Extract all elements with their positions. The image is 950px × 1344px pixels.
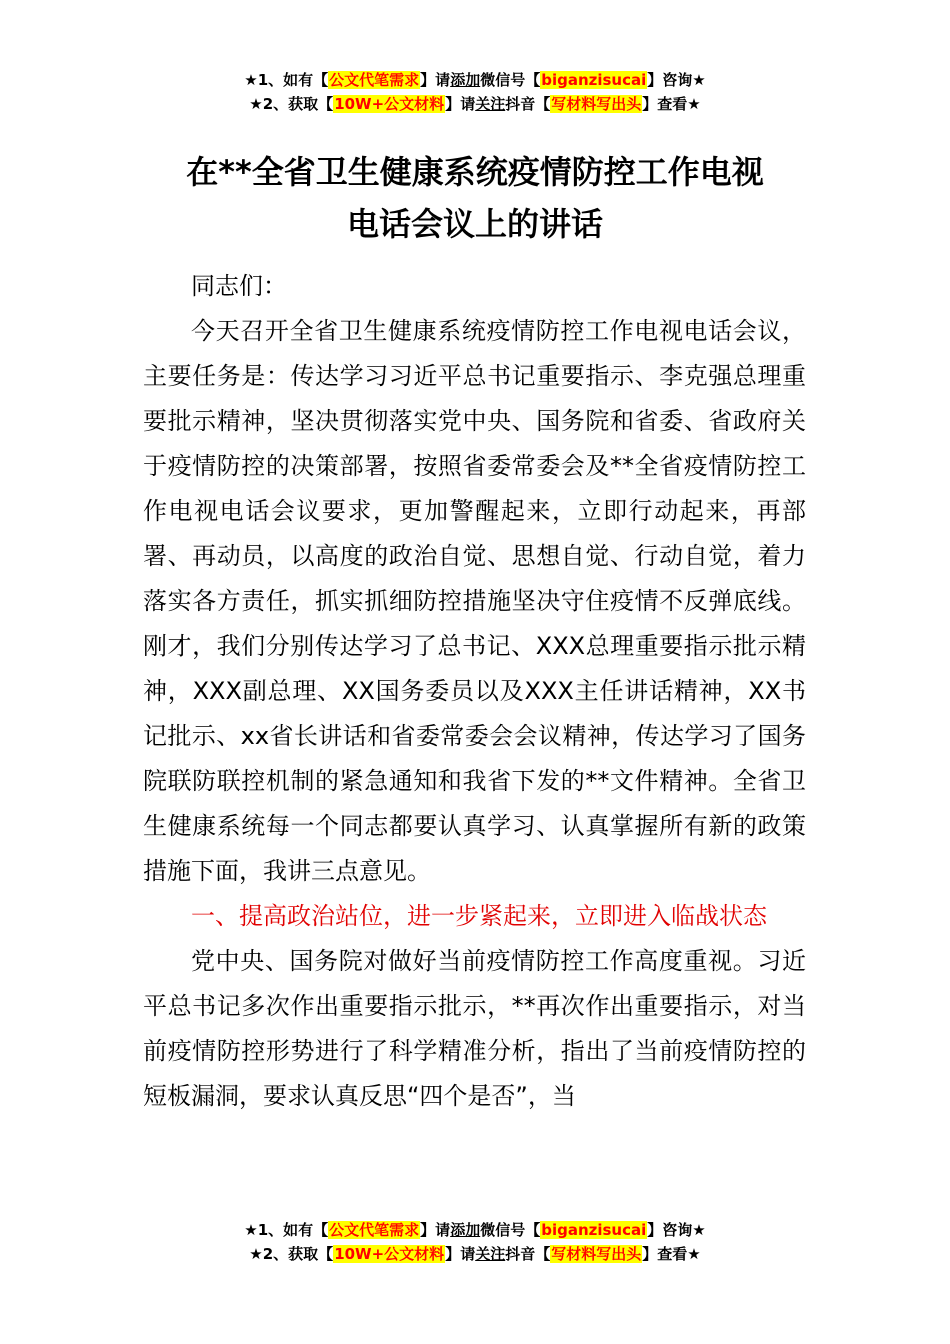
- footer-line-1: ★1、如有【公文代笔需求】请添加微信号【biganzisucai】咨询★: [244, 1221, 706, 1239]
- highlight-douyin: 写材料写出头: [551, 1245, 642, 1263]
- footer-banner: [0, 1218, 950, 1266]
- highlight-wechat-id: biganzisucai: [541, 71, 647, 89]
- title-line-2: 电话会议上的讲话: [346, 205, 603, 243]
- highlight-service: 公文代笔需求: [329, 71, 420, 89]
- salutation: 同志们：: [191, 272, 287, 300]
- highlight-wechat-id: biganzisucai: [541, 1221, 647, 1239]
- highlight-materials: 10W+公文材料: [334, 95, 445, 113]
- document-title: [60, 146, 890, 250]
- footer-line-2: ★2、获取【10W+公文材料】请关注抖音【写材料写出头】查看★: [249, 1245, 701, 1263]
- paragraph-2: 党中央、国务院对做好当前疫情防控工作高度重视。习近平总书记多次作出重要指示批示，**再次作出重要指示，对当前疫情防控形势进行了科学精准分析，指出了当前疫情防控的短板漏洞，要求认真反思“四个是否”，当: [143, 947, 806, 1110]
- highlight-service: 公文代笔需求: [329, 1221, 420, 1239]
- highlight-materials: 10W+公文材料: [334, 1245, 445, 1263]
- paragraph-1: 今天召开全省卫生健康系统疫情防控工作电视电话会议，主要任务是：传达学习习近平总书记重要指示、李克强总理重要批示精神，坚决贯彻落实党中央、国务院和省委、省政府关于疫情防控的决策部署，按照省委常委会及**全省疫情防控工作电视电话会议要求，更加警醒起来，立即行动起来，再部署、再动员，以高度的政治自觉、思想自觉、行动自觉，着力落实各方责任，抓实抓细防控措施坚决守住疫情不反弹底线。刚才，我们分别传达学习了总书记、XXX总理重要指示批示精神，XXX副总理、XX国务委员以及XXX主任讲话精神，XX书记批示、xx省长讲话和省委常委会会议精神，传达学习了国务院联防联控机制的紧急通知和我省下发的**文件精神。全省卫生健康系统每一个同志都要认真学习、认真掌握所有新的政策措施下面，我讲三点意见。: [143, 317, 806, 885]
- banner-line-2: ★2、获取【10W+公文材料】请关注抖音【写材料写出头】查看★: [249, 95, 701, 113]
- section-heading-1: 一、提高政治站位，进一步紧起来，立即进入临战状态: [191, 902, 767, 930]
- document-body: [143, 264, 806, 1119]
- highlight-douyin: 写材料写出头: [551, 95, 642, 113]
- banner-line-1: ★1、如有【公文代笔需求】请添加微信号【biganzisucai】咨询★: [244, 71, 706, 89]
- header-banner: [0, 68, 950, 116]
- title-line-1: 在**全省卫生健康系统疫情防控工作电视: [186, 153, 764, 191]
